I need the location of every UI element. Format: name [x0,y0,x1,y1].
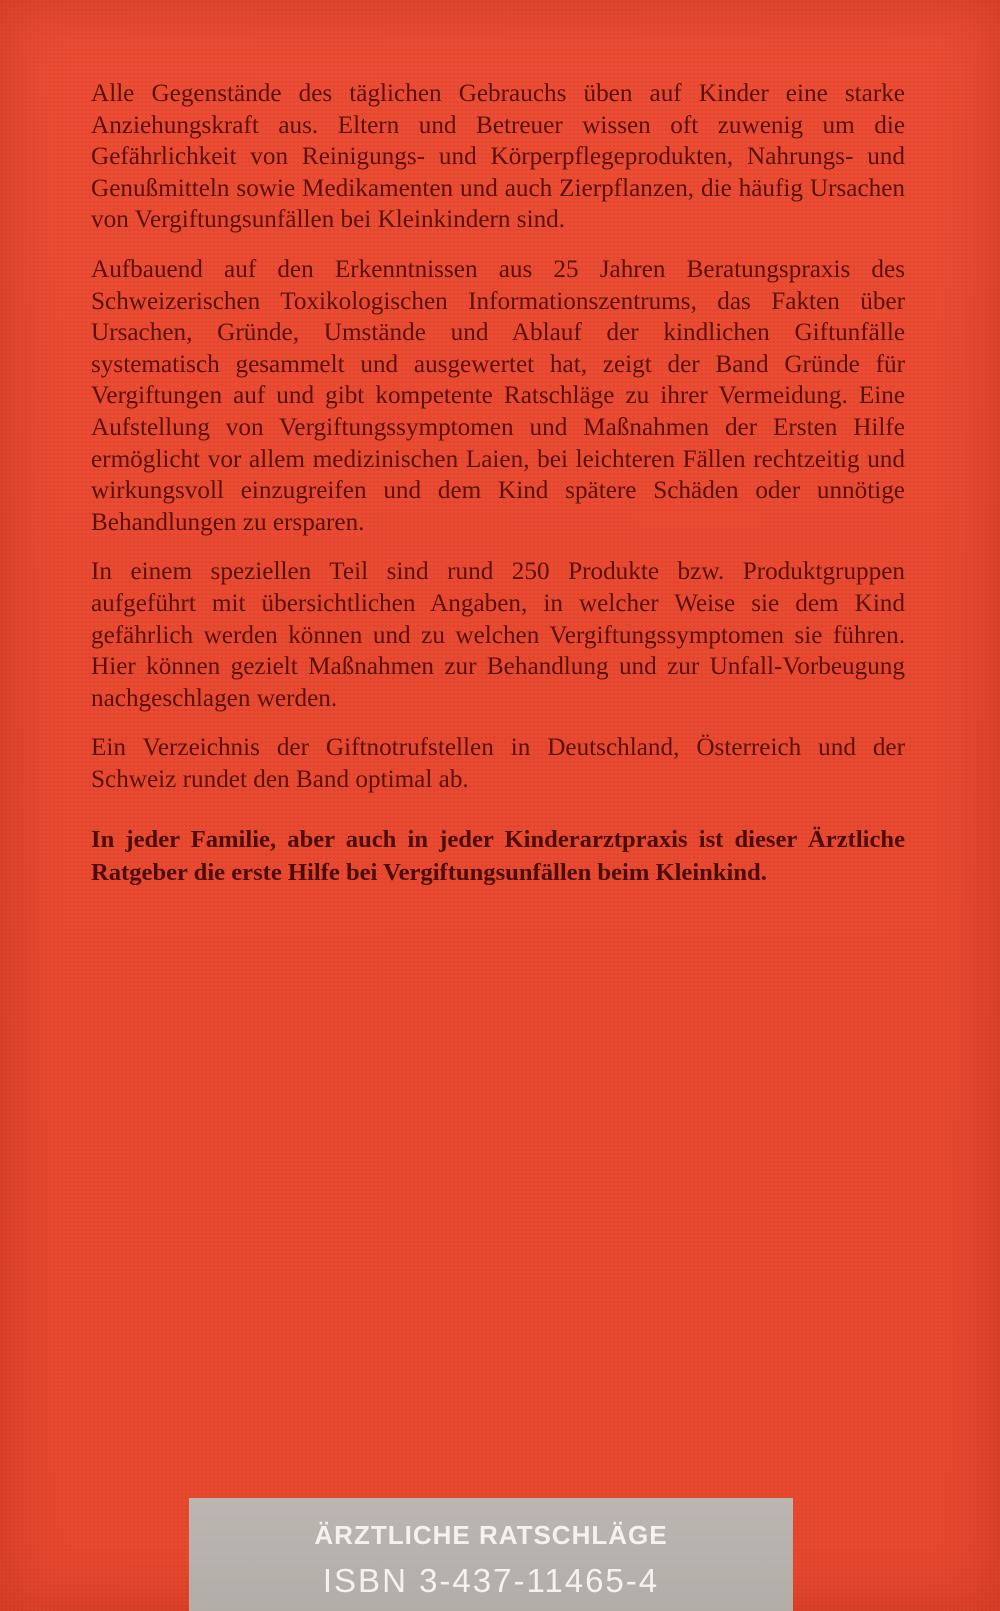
closing-statement: In jeder Familie, aber auch in jeder Kinderarztpraxis ist dieser Ärztliche Ratgeber die erste Hilfe bei Vergiftungsunfällen beim Kleinkind. [91,826,905,887]
series-title: ÄRZTLICHE RATSCHLÄGE [314,1520,668,1550]
blurb-paragraph-4: Ein Verzeichnis der Giftnotrufstellen in Deutschland, Österreich und der Schweiz rundet den Band optimal ab. [91,734,905,793]
blurb-paragraph-3: In einem speziellen Teil sind rund 250 Produkte bzw. Produktgruppen aufgeführt mit übersichtlichen Angaben, in welcher Weise sie dem Kind gefährlich werden können und zu welchen Vergiftungssymptomen sie führen. Hier können gezielt Maßnahmen zur Behandlung und zur Unfall-Vorbeugung nachgeschlagen werden. [91,558,905,712]
isbn-number: ISBN 3-437-11465-4 [322,1562,660,1599]
blurb-paragraph-2: Aufbauend auf den Erkenntnissen aus 25 Jahren Beratungspraxis des Schweizerischen Toxikologischen Informationszentrums, das Fakten über Ursachen, Gründe, Umstände und Ablauf der kindlichen Giftunfälle systematisch gesammelt und ausgewertet hat, zeigt der Band Gründe für Vergiftungen auf und gibt kompetente Ratschläge zu ihrer Vermeidung. Eine Aufstellung von Vergiftungssymptomen und Maßnahmen der Ersten Hilfe ermöglicht vor allem medizinischen Laien, bei leichteren Fällen rechtzeitig und wirkungsvoll einzugreifen und dem Kind spätere Schäden oder unnötige Behandlungen zu ersparen. [91,255,905,536]
blurb-paragraph-1: Alle Gegenstände des täglichen Gebrauchs üben auf Kinder eine starke Anziehungskraft aus. Eltern und Betreuer wissen oft zuwenig um die Gefährlichkeit von Reinigungs- und Körperpflegeprodukten, Nahrungs- und Genußmitteln sowie Medikamenten und auch Zierpflanzen, die häufig Ursachen von Vergiftungsunfällen bei Kleinkindern sind. [91,80,905,234]
isbn-label-box [189,1498,793,1611]
blurb-text [91,78,905,889]
